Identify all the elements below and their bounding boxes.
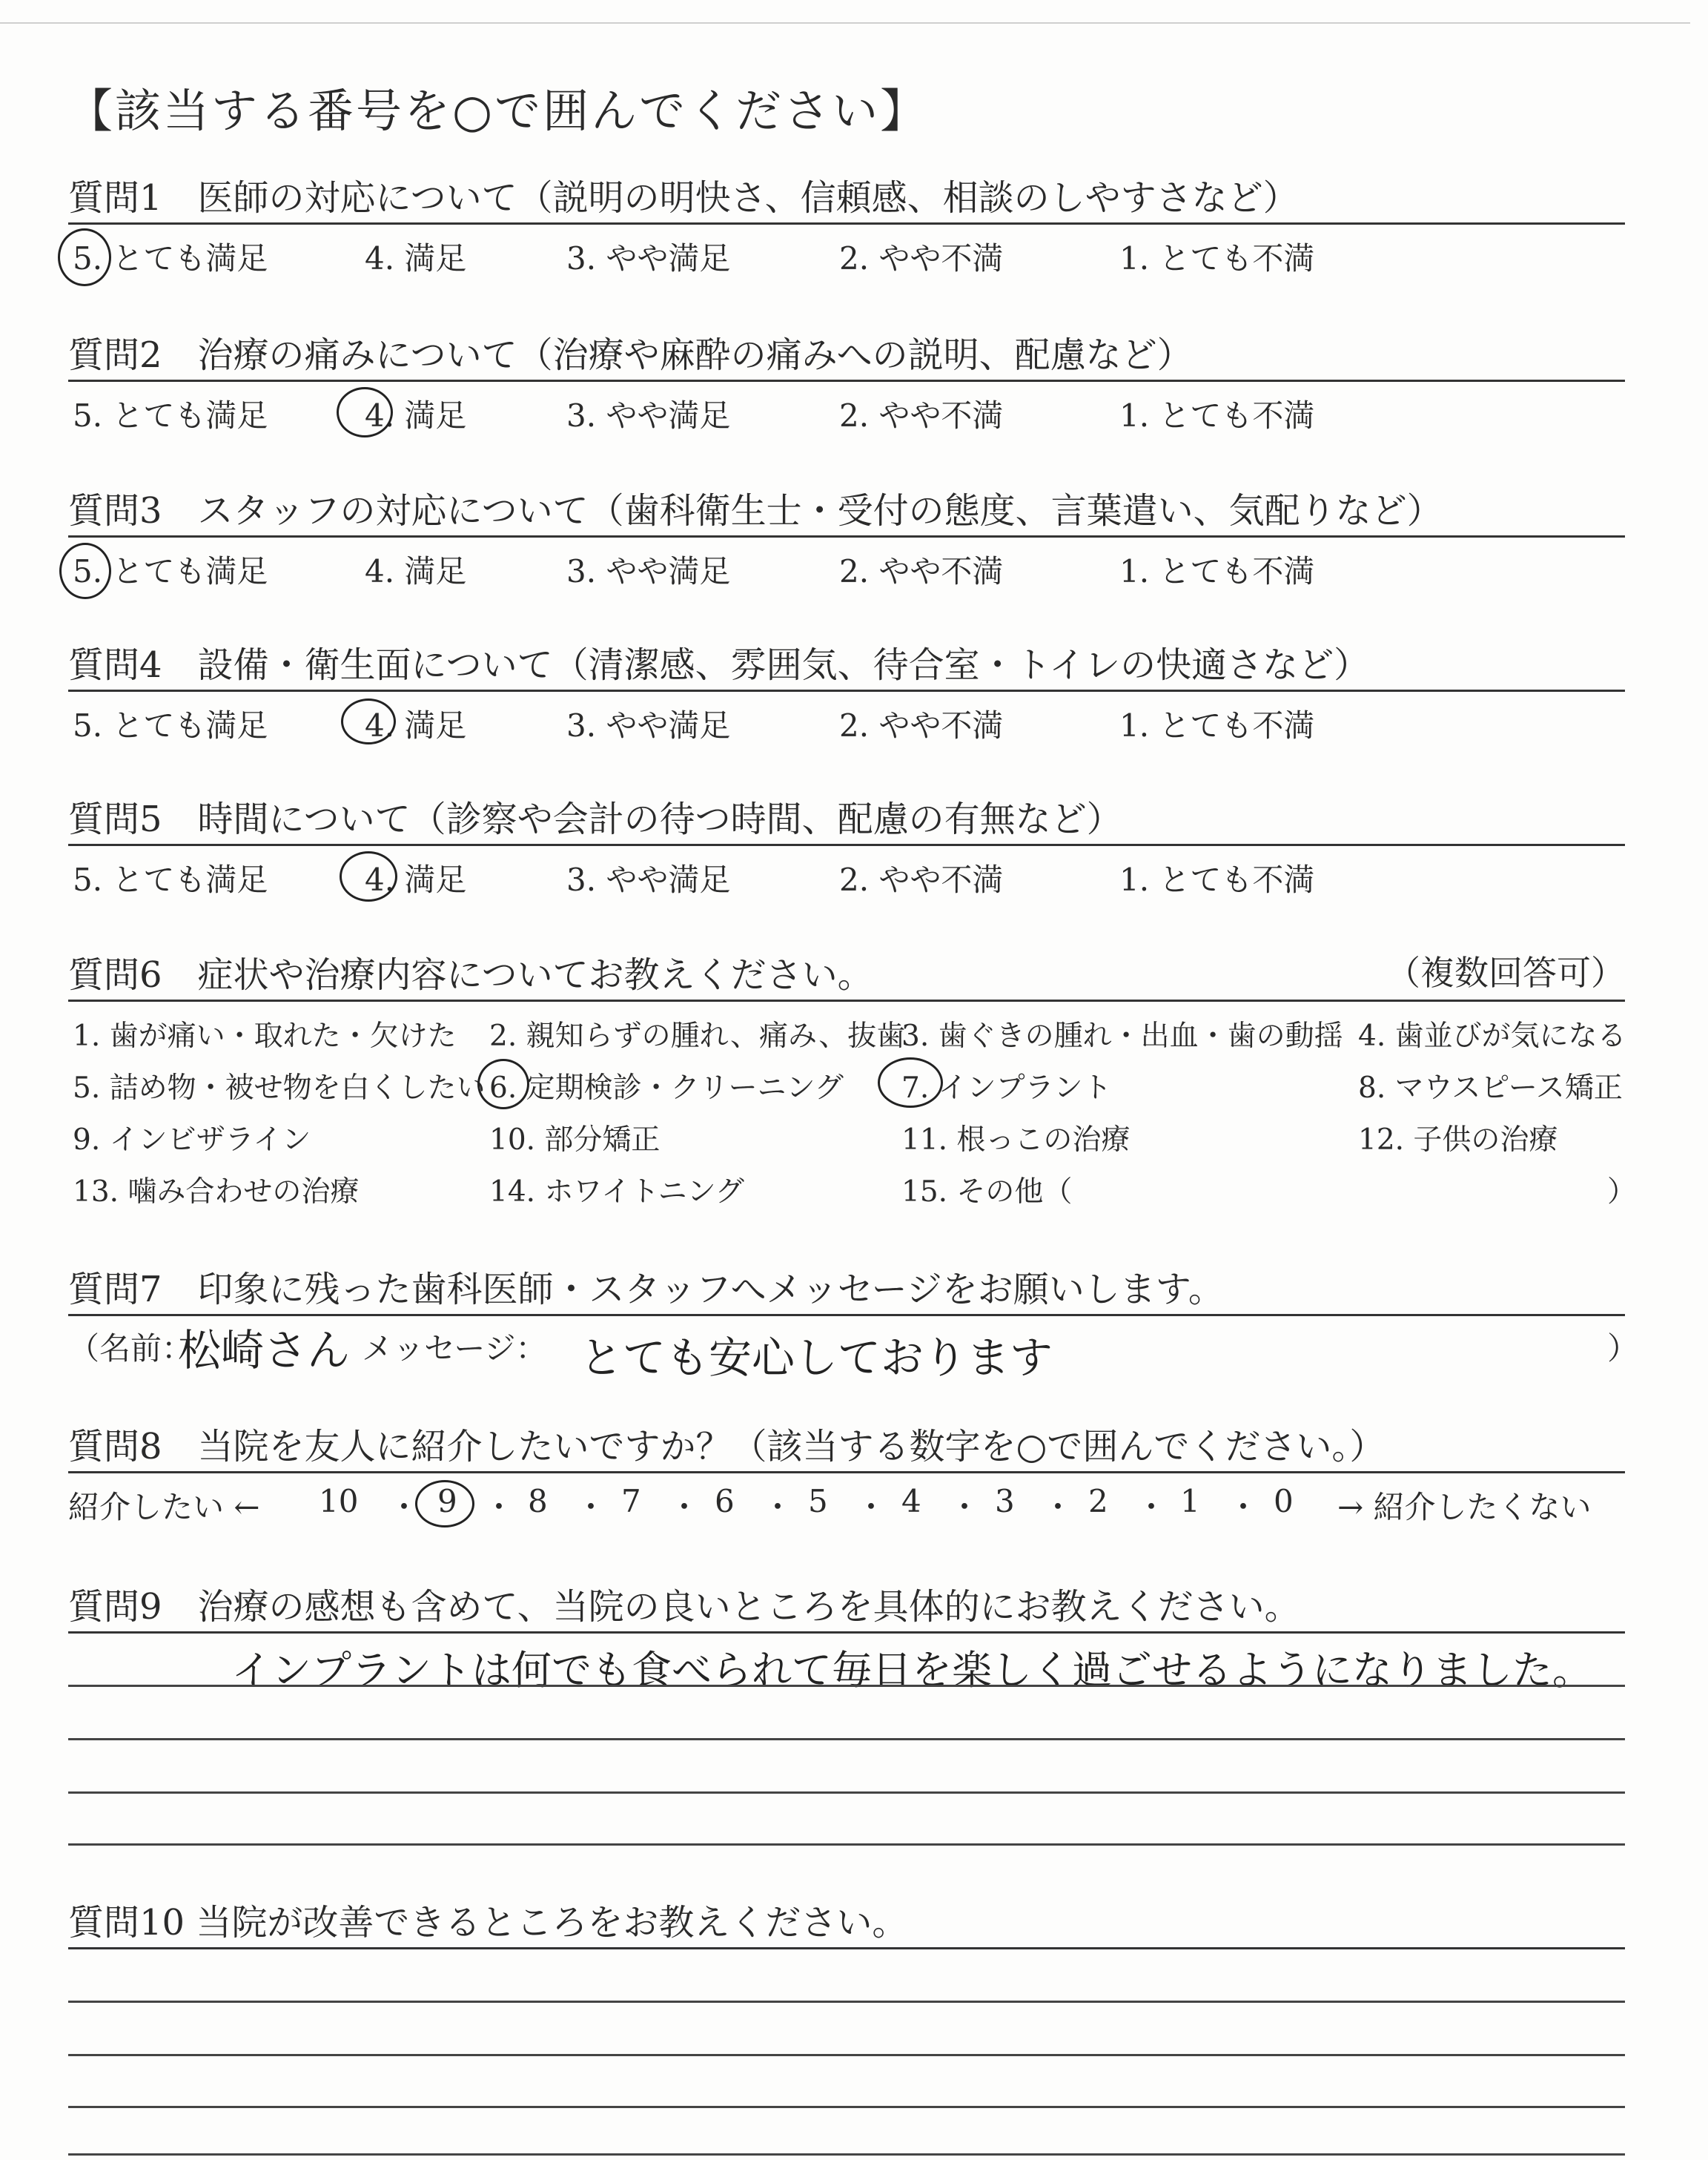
scale-dot: ・: [1136, 1489, 1168, 1525]
scale-number[interactable]: 9: [437, 1483, 457, 1519]
question-7: [68, 1261, 1639, 1383]
selection-circle: [341, 698, 396, 744]
selection-circle: [340, 851, 397, 902]
name-value: 松崎さん: [178, 1325, 351, 1375]
question-9: [68, 1578, 1625, 1694]
selection-circle: [878, 1057, 943, 1108]
option-3[interactable]: 3. やや満足: [566, 553, 731, 589]
multiple-answers-note: （複数回答可）: [1386, 953, 1625, 993]
question-5-rule: [68, 844, 1625, 846]
scale-dot: ・: [855, 1489, 887, 1525]
option-2[interactable]: 2. やや不満: [839, 240, 1004, 277]
symptom-item[interactable]: 1. 歯が痛い・取れた・欠けた: [73, 1020, 457, 1053]
option-3[interactable]: 3. やや満足: [566, 240, 731, 277]
symptom-item[interactable]: 3. 歯ぐきの腫れ・出血・歯の動揺: [901, 1020, 1343, 1053]
scale-number[interactable]: 4: [901, 1483, 921, 1519]
symptom-item[interactable]: 15. その他（: [901, 1175, 1073, 1209]
option-1[interactable]: 1. とても不満: [1119, 397, 1315, 434]
scale-number[interactable]: 6: [715, 1483, 735, 1519]
answer-line: [68, 2001, 1625, 2003]
symptom-item[interactable]: 14. ホワイトニング: [489, 1175, 744, 1209]
answer-line: [68, 1791, 1625, 1794]
scale-number[interactable]: 10: [319, 1483, 359, 1519]
message-row: [68, 1324, 1639, 1384]
symptom-item[interactable]: 9. インビザライン: [73, 1123, 311, 1157]
option-4[interactable]: 4. 満足: [365, 862, 467, 898]
question-4-rule: [68, 690, 1625, 692]
answer-handwriting: インプラントは何でも食べられて毎日を楽しく過ごせるようになりました。: [231, 1647, 1592, 1694]
option-5[interactable]: 5. とても満足: [73, 707, 268, 744]
option-2[interactable]: 2. やや不満: [839, 397, 1004, 434]
question-5-title: 質問5 時間について（診察や会計の待つ時間、配慮の有無など）: [68, 799, 1122, 840]
option-4[interactable]: 4. 満足: [365, 553, 467, 589]
question-1: [68, 169, 1625, 277]
question-1-rule: [68, 222, 1625, 225]
message-value: とても安心しております: [580, 1332, 1053, 1383]
selection-circle: [337, 387, 393, 437]
question-10-rule: [68, 1947, 1625, 1949]
option-2[interactable]: 2. やや不満: [839, 553, 1004, 589]
answer-line: [68, 2106, 1625, 2108]
close-paren: ）: [1607, 1175, 1637, 1209]
option-4[interactable]: 4. 満足: [365, 397, 467, 434]
question-1-title: 質問1 医師の対応について（説明の明快さ、信頼感、相談のしやすさなど）: [68, 177, 1299, 219]
answer-line: [68, 2153, 1625, 2156]
scale-number[interactable]: 0: [1274, 1483, 1294, 1519]
scale-dot: ・: [1228, 1489, 1260, 1525]
question-8-rule: [68, 1471, 1625, 1473]
option-4[interactable]: 4. 満足: [365, 707, 467, 744]
option-1[interactable]: 1. とても不満: [1119, 240, 1315, 277]
answer-line: [68, 1738, 1625, 1740]
selection-circle: [59, 543, 111, 599]
scale-dot: ・: [388, 1489, 420, 1525]
option-5[interactable]: 5. とても満足: [73, 397, 268, 434]
question-4-title: 質問4 設備・衛生面について（清潔感、雰囲気、待合室・トイレの快適さなど）: [68, 644, 1370, 686]
scale-dot: ・: [949, 1489, 981, 1525]
symptom-item[interactable]: 7. インプラント: [901, 1071, 1112, 1105]
question-3: [68, 482, 1625, 589]
option-3[interactable]: 3. やや満足: [566, 707, 731, 744]
option-5[interactable]: 5. とても満足: [73, 240, 268, 277]
option-5[interactable]: 5. とても満足: [73, 553, 268, 589]
option-1[interactable]: 1. とても不満: [1119, 707, 1315, 744]
question-9-rule: [68, 1631, 1625, 1634]
question-2-title: 質問2 治療の痛みについて（治療や麻酔の痛みへの説明、配慮など）: [68, 334, 1193, 376]
question-6: [68, 946, 1637, 1209]
scale-dot: ・: [1042, 1489, 1074, 1525]
scale-dot: ・: [669, 1489, 701, 1525]
question-7-title: 質問7 印象に残った歯科医師・スタッフへメッセージをお願いします。: [68, 1269, 1224, 1310]
symptom-item[interactable]: 2. 親知らずの腫れ、痛み、抜歯: [489, 1020, 906, 1053]
scale-right-label: → 紹介したくない: [1337, 1489, 1592, 1525]
question-9-title: 質問9 治療の感想も含めて、当院の良いところを具体的にお教えください。: [68, 1586, 1300, 1628]
question-3-rule: [68, 535, 1625, 538]
selection-circle: [477, 1059, 529, 1109]
question-4: [68, 636, 1625, 744]
close-paren: ）: [1607, 1330, 1639, 1367]
question-8: [68, 1418, 1625, 1525]
question-6-rule: [68, 1000, 1625, 1002]
answer-line: [68, 1685, 1625, 1687]
question-2: [68, 326, 1625, 434]
scale-dot: ・: [483, 1489, 515, 1525]
symptom-options: [68, 1013, 1637, 1228]
question-10: [68, 1894, 1625, 1943]
scale-number[interactable]: 7: [621, 1483, 641, 1519]
scale-number[interactable]: 2: [1088, 1483, 1108, 1519]
scale-left-label: 紹介したい ←: [68, 1489, 260, 1525]
scale-number[interactable]: 3: [995, 1483, 1015, 1519]
scale-dot: ・: [762, 1489, 794, 1525]
scale-number[interactable]: 5: [808, 1483, 828, 1519]
scale-number[interactable]: 1: [1180, 1483, 1200, 1519]
page-title: 【該当する番号を○で囲んでください】: [67, 84, 929, 138]
answer-line: [68, 1843, 1625, 1846]
answer-line: [68, 2054, 1625, 2056]
option-2[interactable]: 2. やや不満: [839, 862, 1004, 898]
symptom-item[interactable]: 12. 子供の治療: [1358, 1123, 1558, 1157]
scale-number[interactable]: 8: [528, 1483, 548, 1519]
symptom-item[interactable]: 10. 部分矯正: [489, 1123, 661, 1157]
name-label: （名前：: [68, 1330, 193, 1367]
question-10-title: 質問10 当院が改善できるところをお教えください。: [68, 1902, 908, 1943]
scan-top-edge: [0, 0, 1690, 24]
selection-circle: [415, 1480, 474, 1527]
question-5: [68, 790, 1625, 898]
option-4[interactable]: 4. 満足: [365, 240, 467, 277]
option-5[interactable]: 5. とても満足: [73, 862, 268, 898]
message-label: メッセージ：: [362, 1330, 547, 1367]
symptom-item[interactable]: 13. 噛み合わせの治療: [73, 1175, 360, 1209]
option-3[interactable]: 3. やや満足: [566, 397, 731, 434]
symptom-item[interactable]: 8. マウスピース矯正: [1358, 1071, 1623, 1105]
question-2-rule: [68, 380, 1625, 382]
question-6-title: 質問6 症状や治療内容についてお教えください。: [68, 954, 873, 996]
option-3[interactable]: 3. やや満足: [566, 862, 731, 898]
scale-dot: ・: [575, 1489, 607, 1525]
option-1[interactable]: 1. とても不満: [1119, 553, 1315, 589]
recommend-scale: [68, 1483, 1625, 1527]
question-3-title: 質問3 スタッフの対応について（歯科衛生士・受付の態度、言葉遣い、気配りなど）: [68, 490, 1443, 532]
symptom-item[interactable]: 11. 根っこの治療: [901, 1123, 1131, 1157]
symptom-item[interactable]: 4. 歯並びが気になる: [1358, 1020, 1626, 1053]
question-8-title: 質問8 当院を友人に紹介したいですか？（該当する数字を○で囲んでください。）: [68, 1426, 1386, 1467]
option-2[interactable]: 2. やや不満: [839, 707, 1004, 744]
option-1[interactable]: 1. とても不満: [1119, 862, 1315, 898]
selection-circle: [58, 228, 111, 286]
symptom-item[interactable]: 6. 定期検診・クリーニング: [489, 1071, 844, 1105]
symptom-item[interactable]: 5. 詰め物・被せ物を白くしたい: [73, 1071, 486, 1105]
